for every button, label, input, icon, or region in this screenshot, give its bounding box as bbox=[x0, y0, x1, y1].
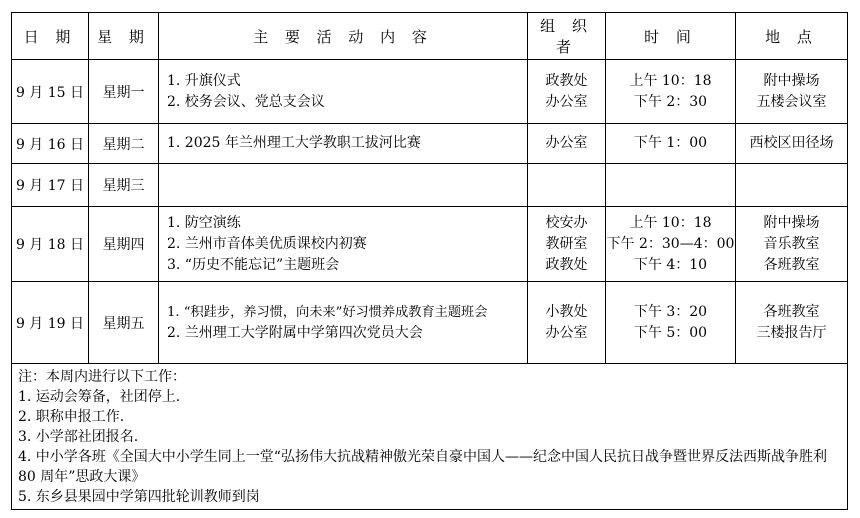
activities-cell bbox=[159, 124, 528, 164]
place-item: 附中操场 bbox=[763, 214, 820, 231]
place-item: 附中操场 bbox=[763, 72, 820, 89]
date-cell: 9 月 15 日 bbox=[12, 60, 89, 124]
header-organizer: 组 织 者 bbox=[528, 13, 606, 60]
organizer-cell bbox=[528, 282, 606, 364]
activities-cell bbox=[159, 164, 528, 207]
organizer-cell bbox=[528, 124, 606, 164]
place-item: 三楼报告厅 bbox=[756, 324, 827, 341]
note-item: 1. 运动会筹备，社团停上. bbox=[18, 389, 181, 405]
weekday-cell: 星期四 bbox=[89, 207, 159, 282]
place-item: 各班教室 bbox=[763, 303, 820, 320]
activity-item: 1. 防空演练 bbox=[167, 214, 241, 231]
note-item: 2. 职称申报工作. bbox=[18, 409, 125, 425]
time-item: 上午 10：18 bbox=[629, 72, 712, 89]
activity-item: 2. 兰州市音体美优质课校内初赛 bbox=[167, 235, 367, 252]
date-cell: 9 月 17 日 bbox=[12, 164, 89, 207]
organizer-cell bbox=[528, 60, 606, 124]
organizer-item: 小教处 bbox=[545, 303, 588, 320]
time-item: 下午 2：30—4：00 bbox=[606, 235, 735, 252]
activities-cell bbox=[159, 207, 528, 282]
date-cell: 9 月 19 日 bbox=[12, 282, 89, 364]
organizer-item: 办公室 bbox=[545, 135, 588, 151]
header-activities: 主 要 活 动 内 容 bbox=[159, 13, 528, 60]
weekday-cell: 星期三 bbox=[89, 164, 159, 207]
place-cell bbox=[736, 207, 848, 282]
place-item: 五楼会议室 bbox=[756, 93, 827, 110]
place-item: 西校区田径场 bbox=[749, 135, 834, 151]
weekday-cell: 星期一 bbox=[89, 60, 159, 124]
date-cell: 9 月 18 日 bbox=[12, 207, 89, 282]
organizer-item: 办公室 bbox=[545, 93, 588, 110]
activities-cell bbox=[159, 60, 528, 124]
table-row bbox=[12, 60, 848, 124]
header-weekday: 星 期 bbox=[89, 13, 159, 60]
place-cell bbox=[736, 282, 848, 364]
weekday-cell: 星期五 bbox=[89, 282, 159, 364]
time-cell bbox=[606, 282, 736, 364]
notes-row bbox=[12, 364, 848, 510]
time-item: 下午 4：10 bbox=[633, 256, 708, 273]
time-cell bbox=[606, 60, 736, 124]
organizer-item: 校安办 bbox=[545, 214, 588, 231]
activity-item: 1. “积跬步，养习惯，向未来”好习惯养成教育主题班会 bbox=[167, 304, 488, 320]
table-row bbox=[12, 282, 848, 364]
activities-cell bbox=[159, 282, 528, 364]
header-date: 日 期 bbox=[12, 13, 89, 60]
organizer-item: 办公室 bbox=[545, 324, 588, 341]
place-item: 各班教室 bbox=[763, 256, 820, 273]
place-item: 音乐教室 bbox=[763, 235, 820, 252]
place-cell bbox=[736, 164, 848, 207]
organizer-cell bbox=[528, 207, 606, 282]
table-row bbox=[12, 207, 848, 282]
header-row bbox=[12, 13, 848, 60]
time-item: 下午 5：00 bbox=[633, 324, 708, 341]
organizer-item: 政教处 bbox=[545, 256, 588, 273]
notes-title: 注：本周内进行以下工作： bbox=[18, 369, 186, 385]
header-time: 时 间 bbox=[606, 13, 736, 60]
activity-item: 2. 校务会议、党总支会议 bbox=[167, 93, 325, 110]
activity-item: 2. 兰州理工大学附属中学第四次党员大会 bbox=[167, 324, 423, 341]
note-item: 3. 小学部社团报名. bbox=[18, 429, 139, 445]
activity-item: 3. “历史不能忘记”主题班会 bbox=[167, 256, 340, 273]
activity-item: 1. 2025 年兰州理工大学教职工拔河比赛 bbox=[167, 135, 421, 151]
table-row bbox=[12, 124, 848, 164]
time-cell bbox=[606, 207, 736, 282]
notes-cell bbox=[12, 364, 848, 510]
time-cell bbox=[606, 124, 736, 164]
note-item: 5. 东乡县果园中学第四批轮训教师到岗 bbox=[18, 489, 260, 505]
organizer-item: 政教处 bbox=[545, 72, 588, 89]
header-place: 地 点 bbox=[736, 13, 848, 60]
time-cell bbox=[606, 164, 736, 207]
organizer-item: 教研室 bbox=[545, 235, 588, 252]
time-item: 下午 3：20 bbox=[633, 303, 708, 320]
note-item: 4. 中小学各班《全国大中小学生同上一堂“弘扬伟大抗战精神傲光荣自豪中国人——纪念中国人民抗日战争暨世界反法西斯战争胜利 80 周年”思政大课》 bbox=[18, 449, 827, 485]
weekly-schedule-table bbox=[11, 12, 848, 510]
organizer-cell bbox=[528, 164, 606, 207]
time-item: 上午 10：18 bbox=[629, 214, 712, 231]
place-cell bbox=[736, 60, 848, 124]
place-cell bbox=[736, 124, 848, 164]
weekday-cell: 星期二 bbox=[89, 124, 159, 164]
time-item: 下午 2：30 bbox=[633, 93, 708, 110]
table-row bbox=[12, 164, 848, 207]
activity-item: 1. 升旗仪式 bbox=[167, 72, 241, 89]
time-item: 下午 1：00 bbox=[633, 135, 708, 151]
date-cell: 9 月 16 日 bbox=[12, 124, 89, 164]
